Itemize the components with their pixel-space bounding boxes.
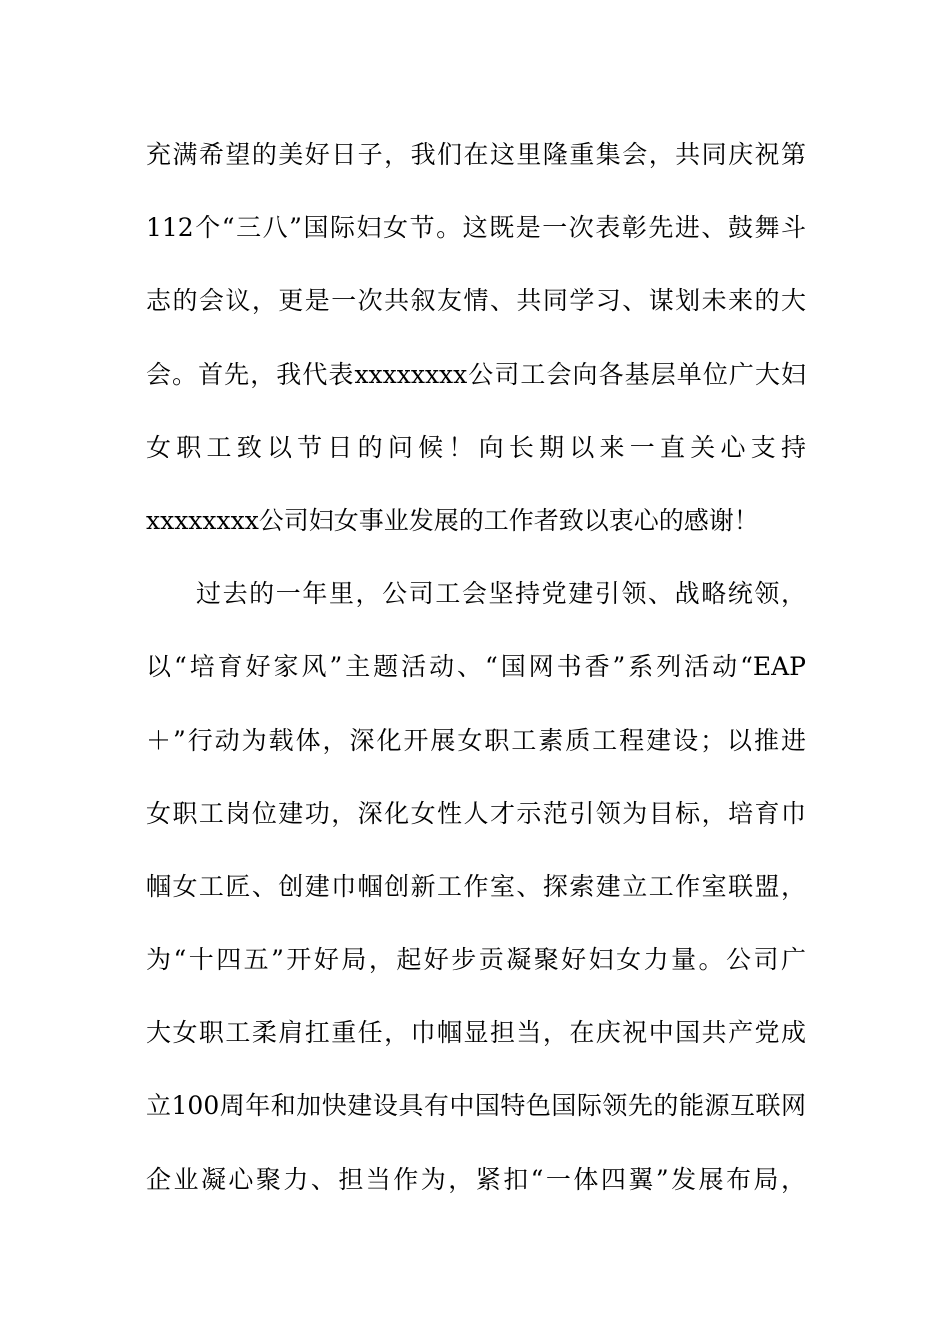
text-line: 大女职工柔肩扛重任，巾帼显担当，在庆祝中国共产党成 <box>146 1018 806 1048</box>
text-line: xxxxxxxx公司妇女事业发展的工作者致以衷心的感谢！ <box>146 505 759 535</box>
text-line: 会。首先，我代表xxxxxxxx公司工会向各基层单位广大妇 <box>146 359 806 389</box>
text-line: 志的会议，更是一次共叙友情、共同学习、谋划未来的大 <box>146 286 806 316</box>
body-text <box>146 130 806 1228</box>
paragraph-first-line: 过去的一年里，公司工会坚持党建引领、战略统领， <box>196 579 806 609</box>
text-line: 企业凝心聚力、担当作为，紧扣“一体四翼”发展布局， <box>146 1164 806 1194</box>
text-line: 为“十四五”开好局，起好步贡凝聚好妇女力量。公司广 <box>146 945 806 975</box>
text-line: 充满希望的美好日子，我们在这里隆重集会，共同庆祝第 <box>146 140 806 169</box>
text-line: 立100周年和加快建设具有中国特色国际领先的能源互联网 <box>146 1091 806 1121</box>
text-line: 女职工致以节日的问候！向长期以来一直关心支持 <box>146 432 806 462</box>
text-line: 112个“三八”国际妇女节。这既是一次表彰先进、鼓舞斗 <box>146 213 806 243</box>
text-line: 女职工岗位建功，深化女性人才示范引领为目标，培育巾 <box>146 798 806 828</box>
text-line: ＋”行动为载体，深化开展女职工素质工程建设；以推进 <box>146 725 806 755</box>
text-line: 以“培育好家风”主题活动、“国网书香”系列活动“EAP <box>146 652 806 682</box>
text-line: 帼女工匠、创建巾帼创新工作室、探索建立工作室联盟， <box>146 871 806 901</box>
